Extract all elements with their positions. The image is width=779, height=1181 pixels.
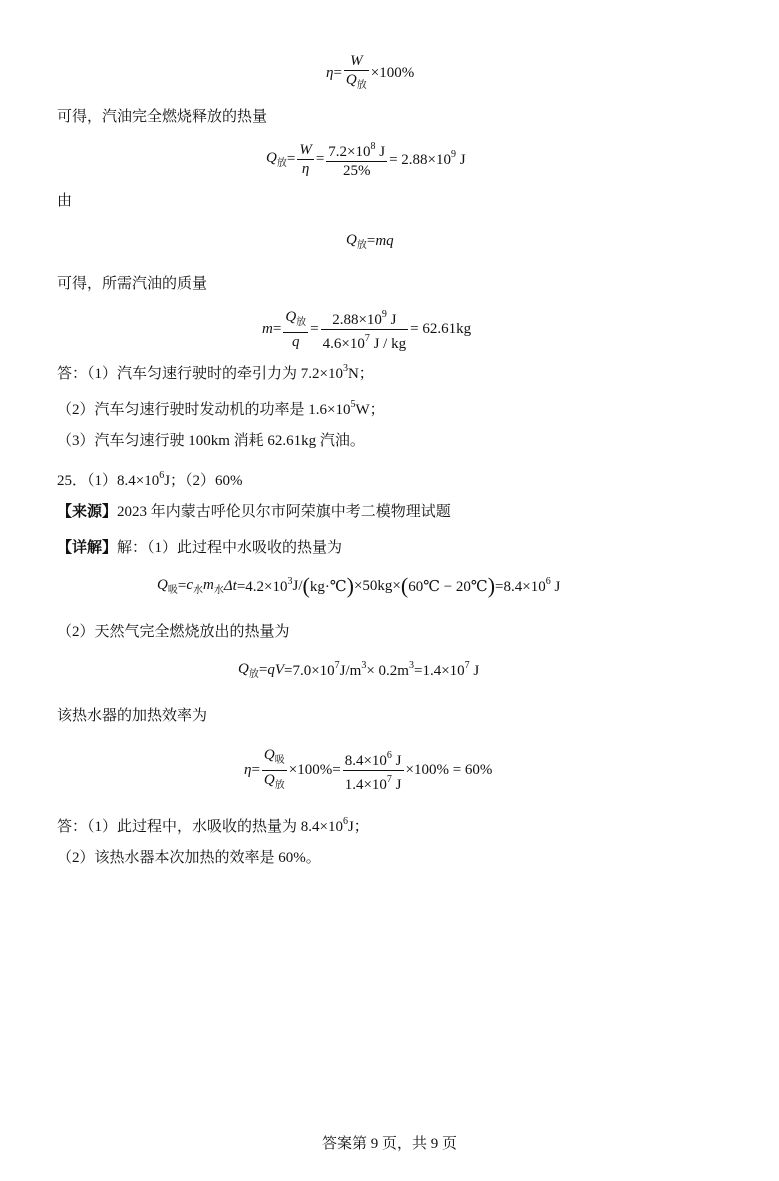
answer-line: 答：（1）汽车匀速行驶时的牵引力为 $7.2\times 10^3N$； [57,363,374,382]
text-line: 可得，汽油完全燃烧释放的热量 [57,109,268,125]
fraction: $\frac{2.88\times 10^9 J}{4.6\times 10^7 J / kg}$ [322,309,407,352]
fraction: $\frac{7.2\times 10^8 J}{25\%}$ [328,141,386,179]
numerator: W [350,53,363,69]
text-line: 由 [57,193,73,209]
denominator: $Q_放$ [344,70,369,95]
answer-line: （2）该热水器本次加热的效率是 60%。 [57,850,321,866]
text-line: 该热水器的加热效率为 [57,708,208,724]
answer-line: （2）汽车匀速行驶时发动机的功率是 $1.6\times 10^5W$； [57,399,385,418]
text-line: （2）天然气完全燃烧放出的热量为 [57,624,290,640]
formula-efficiency [326,52,414,95]
text-line: 可得，所需汽油的质量 [57,276,208,292]
eta-symbol: η [326,65,334,81]
fraction: $\frac{8.4\times 10^6 J}{1.4\times 10^7 J}$ [344,750,402,793]
formula-mass: m = $\frac{Q_放}{q}$ = $\frac{2.88\times 10^9 J}{4.6\times 10^7 J / kg}$ = 62.61kg [262,306,471,353]
fraction: $\frac{Q_吸}{Q_放}$ [262,746,287,795]
fraction: $\frac{W}{\eta}$ [299,141,312,177]
equals-sign: = [333,65,342,81]
formula-heat-absorbed: $Q_吸$ = $c_水$ $m_水$ Δt $=4.2\times 10^3$ J/ ( kg·℃ ) ×50kg× ( 60℃ − 20℃ ) $=8.4\times 10^6$ J [157,573,561,598]
formula-q-mq: $Q_放$ = mq [346,232,394,251]
fraction: $\frac{Q_放}{q}$ [285,309,307,350]
question-25-answer: 25．$(1)8.4\times 10^6J$；（2）60% [57,470,243,489]
formula-heat-released: $Q_放$ = $\frac{W}{\eta}$ = $\frac{7.2\times 10^8 J}{25\%}$ = $2.88\times 10^9$ J [266,138,466,180]
formula-rest: ×100% [370,65,415,81]
formula-heater-efficiency: η = $\frac{Q_吸}{Q_放}$ ×100%= $\frac{8.4\times 10^6 J}{1.4\times 10^7 J}$ ×100% = 60% [244,747,493,793]
answer-line: （3）汽车匀速行驶 100km 消耗 62.61kg 汽油。 [57,433,365,449]
detail-line: 【详解】解：（1）此过程中水吸收的热量为 [57,540,343,556]
fraction [344,52,369,95]
page-footer: 答案第 9 页，共 9 页 [321,1136,457,1152]
answer-line: 答：（1）此过程中，水吸收的热量为 $8.4\times 10^6J$； [57,816,369,835]
source-line: 【来源】2023 年内蒙古呼伦贝尔市阿荣旗中考二模物理试题 [57,504,451,520]
formula-gas-heat: $Q_放$ = q V $=7.0\times 10^7$ $J/m^3$ × $0.2m^3$ $=1.4\times 10^7$ J [238,660,480,680]
